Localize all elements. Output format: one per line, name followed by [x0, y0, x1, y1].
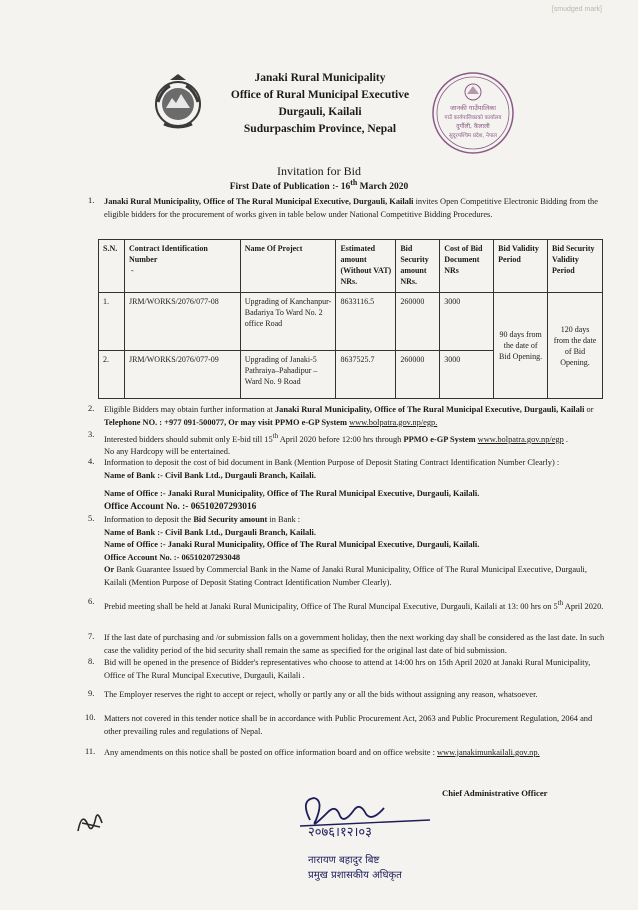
item-2-text — [104, 404, 604, 429]
item-9-text: The Employer reserves the right to accept or reject, wholly or partly any or all the bids without assigning any reason, whatsoever. — [104, 690, 538, 699]
bid-validity-cell: 90 days from the date of Bid Opening. — [494, 293, 548, 399]
item-number-1: 1. — [88, 196, 95, 205]
item-1-text — [104, 196, 604, 221]
item-2-bold2: Telephone NO. : +977 091-500077, Or may visit PPMO e-GP System — [104, 417, 350, 427]
table-header-row — [99, 240, 603, 293]
seal-line-4: सुदूरपश्चिम प्रदेश, नेपाल — [449, 133, 497, 139]
item-3-b: April 2020 before 12:00 hrs through — [278, 434, 404, 444]
item-4-text — [104, 457, 609, 513]
office-location: Durgauli, Kailali — [278, 106, 362, 118]
item-5-a: Information to deposit the — [104, 515, 194, 524]
item-number-4: 4. — [88, 457, 95, 466]
item-6-text — [104, 597, 604, 613]
item-4-office: Name of Office :- Janaki Rural Municipality, Office of The Rural Municipal Executive, Durgauli, Kailali. — [104, 489, 480, 498]
row-1-contract: JRM/WORKS/2076/077-08 — [124, 293, 240, 351]
egp-link-2[interactable]: www.bolpatra.gov.np/egp — [477, 434, 564, 444]
item-number-3: 3. — [88, 430, 95, 439]
item-number-9: 9. — [88, 689, 95, 698]
seal-line-1: जानकी गाउँपालिका — [450, 104, 496, 112]
table-row — [99, 293, 603, 351]
item-11-text — [104, 747, 609, 760]
item-5-b: in Bank : — [267, 515, 301, 524]
row-2-security: 260000 — [396, 351, 440, 399]
row-1-estimated: 8633116.5 — [336, 293, 396, 351]
pub-rest: March 2020 — [357, 182, 409, 193]
header-validity: Bid Validity Period — [494, 240, 548, 293]
office-name: Office of Rural Municipal Executive — [230, 89, 410, 101]
signatory-name: नारायण बहादुर बिष्ट — [308, 855, 380, 866]
item-5-c: Bank Guarantee Issued by Commercial Bank in the Name of Janaki Rural Municipality, Office of The Rural Municipal Executive, Durgauli, Kailali (Mention Purpose of Deposit Stating Contract Identification Number Clearly). — [104, 565, 587, 587]
item-6-a: Prebid meeting shall be held at Janaki Rural Municipality, Office of The Rural Muncipal Executive, Durgauli, Kailali at 13: 00 hrs on 5 — [104, 601, 558, 611]
item-7-text: If the last date of purchasing and /or submission falls on a government holiday, then the next working day shall be considered as the last date. In such case the validity period of the bid security shall remain the same as specified for the original last date of bid submission. — [104, 633, 605, 655]
pub-sup: th — [350, 178, 358, 187]
publication-date — [0, 178, 638, 192]
item-3-sup: th — [272, 432, 279, 440]
header-contract-label: Contract Identification Number — [128, 244, 208, 264]
row-1-security: 260000 — [396, 293, 440, 351]
item-1-bold: Janaki Rural Municipality, Office of The Rural Municipal Executive, Durgauli, Kailali — [104, 197, 414, 206]
header-security: Bid Security amount NRs. — [396, 240, 440, 293]
row-1-sn: 1. — [99, 293, 125, 351]
seal-line-2: गाउँ कार्यपालिकाको कार्यालय — [444, 115, 502, 121]
row-2-project: Upgrading of Janaki-5 Pathraiya–Pahadipur – Ward No. 9 Road — [240, 351, 336, 399]
row-1-cost: 3000 — [440, 293, 494, 351]
item-1-rest: invites Open Competitive Electronic Bidding from the eligible bidders for the procurement of works given in table below under National Competitive Bidding Procedures. — [104, 197, 598, 219]
item-number-10: 10. — [85, 713, 96, 722]
item-5-or: Or — [104, 565, 115, 574]
row-2-sn: 2. — [99, 351, 125, 399]
item-4-a: Information to deposit the cost of bid document in Bank (Mention Purpose of Deposit Stating Contract Identification Number Clearly) : — [104, 458, 560, 467]
item-4-bank: Name of Bank :- Civil Bank Ltd., Durgauli Branch, Kailali. — [104, 470, 316, 480]
row-2-contract: JRM/WORKS/2076/077-09 — [124, 351, 240, 399]
signatory-title: प्रमुख प्रशासकीय अधिकृत — [308, 870, 402, 881]
item-10-text: Matters not covered in this tender notice shall be in accordance with Public Procurement Act, 2063 and Public Procurement Regulation, 2064 and other prevailing rules and regulations of Nepal. — [104, 714, 593, 736]
header-sn: S.N. — [99, 240, 125, 293]
item-11-a: Any amendments on this notice shall be posted on office information board and on office website : — [104, 748, 437, 757]
office-seal-stamp — [430, 70, 516, 156]
office-header — [210, 70, 430, 138]
item-number-6: 6. — [88, 597, 95, 606]
item-number-5: 5. — [88, 514, 95, 523]
website-link[interactable]: www.janakimunkailali.gov.np. — [436, 748, 540, 757]
nepal-emblem-icon — [148, 72, 208, 132]
header-estimated: Estimated amount (Without VAT) NRs. — [336, 240, 396, 293]
row-2-cost: 3000 — [440, 351, 494, 399]
notice-title: Invitation for Bid — [277, 164, 361, 178]
header-contract — [124, 240, 240, 293]
item-3-bold: PPMO e-GP System — [403, 434, 478, 444]
security-validity-cell: 120 days from the date of Bid Opening. — [548, 293, 603, 399]
header-cost: Cost of Bid Document NRs — [440, 240, 494, 293]
seal-line-3: दुर्गौली, कैलाली — [456, 123, 490, 130]
municipality-name: Janaki Rural Municipality — [254, 72, 386, 84]
item-6-b: April 2020. — [563, 601, 604, 611]
item-5-text — [104, 514, 609, 589]
item-5-bank: Name of Bank :- Civil Bank Ltd., Durgauli Branch, Kailali. — [104, 527, 316, 537]
row-2-estimated: 8637525.7 — [336, 351, 396, 399]
item-6-sup: th — [557, 599, 564, 607]
item-5-account: Office Account No. :- 06510207293048 — [104, 552, 241, 562]
item-3-a: Interested bidders should submit only E-bid till 15 — [104, 434, 273, 444]
item-number-11: 11. — [85, 747, 96, 756]
header-contract-sub: - — [130, 266, 134, 275]
item-number-7: 7. — [88, 632, 95, 641]
item-5-office: Name of Office :- Janaki Rural Municipality, Office of The Rural Municipal Executive, Durgauli, Kailali. — [104, 540, 480, 549]
header-project: Name Of Project — [240, 240, 336, 293]
initials-signature-icon — [72, 805, 108, 841]
header-security-validity: Bid Security Validity Period — [548, 240, 603, 293]
item-4-account: Office Account No. :- 06510207293016 — [104, 501, 257, 512]
row-1-project: Upgrading of Kanchanpur-Badariya To Ward No. 2 office Road — [240, 293, 336, 351]
item-2-a: Eligible Bidders may obtain further information at — [104, 405, 275, 414]
item-3-c: . — [563, 434, 568, 444]
corner-mark: [smudged mark] — [551, 6, 602, 13]
item-5-bold: Bid Security amount — [193, 515, 268, 524]
province-name: Sudurpaschim Province, Nepal — [243, 123, 397, 135]
bid-table — [98, 239, 603, 399]
item-3-d: No any Hardcopy will be entertained. — [104, 447, 231, 457]
item-2-b: or — [584, 405, 594, 414]
item-3-text — [104, 430, 614, 459]
pub-label: First Date of Publication :- 16 — [229, 182, 351, 193]
item-2-bold1: Janaki Rural Municipality, Office of The Rural Municipal Executive, Durgauli, Kailali — [274, 405, 585, 414]
item-number-2: 2. — [88, 404, 95, 413]
signature-date: २०७६।१२।०३ — [308, 825, 372, 840]
chief-officer-title: Chief Administrative Officer — [442, 788, 548, 798]
item-number-8: 8. — [88, 657, 95, 666]
egp-link[interactable]: www.bolpatra.gov.np/egp. — [349, 417, 438, 427]
item-8-text: Bid will be opened in the presence of Bidder's representatives who choose to attend at 14:00 hrs on 15th April 2020 at Janaki Rural Municipality, Office of The Rural Muncipal Executive, Durgauli, Kailali . — [104, 658, 591, 680]
